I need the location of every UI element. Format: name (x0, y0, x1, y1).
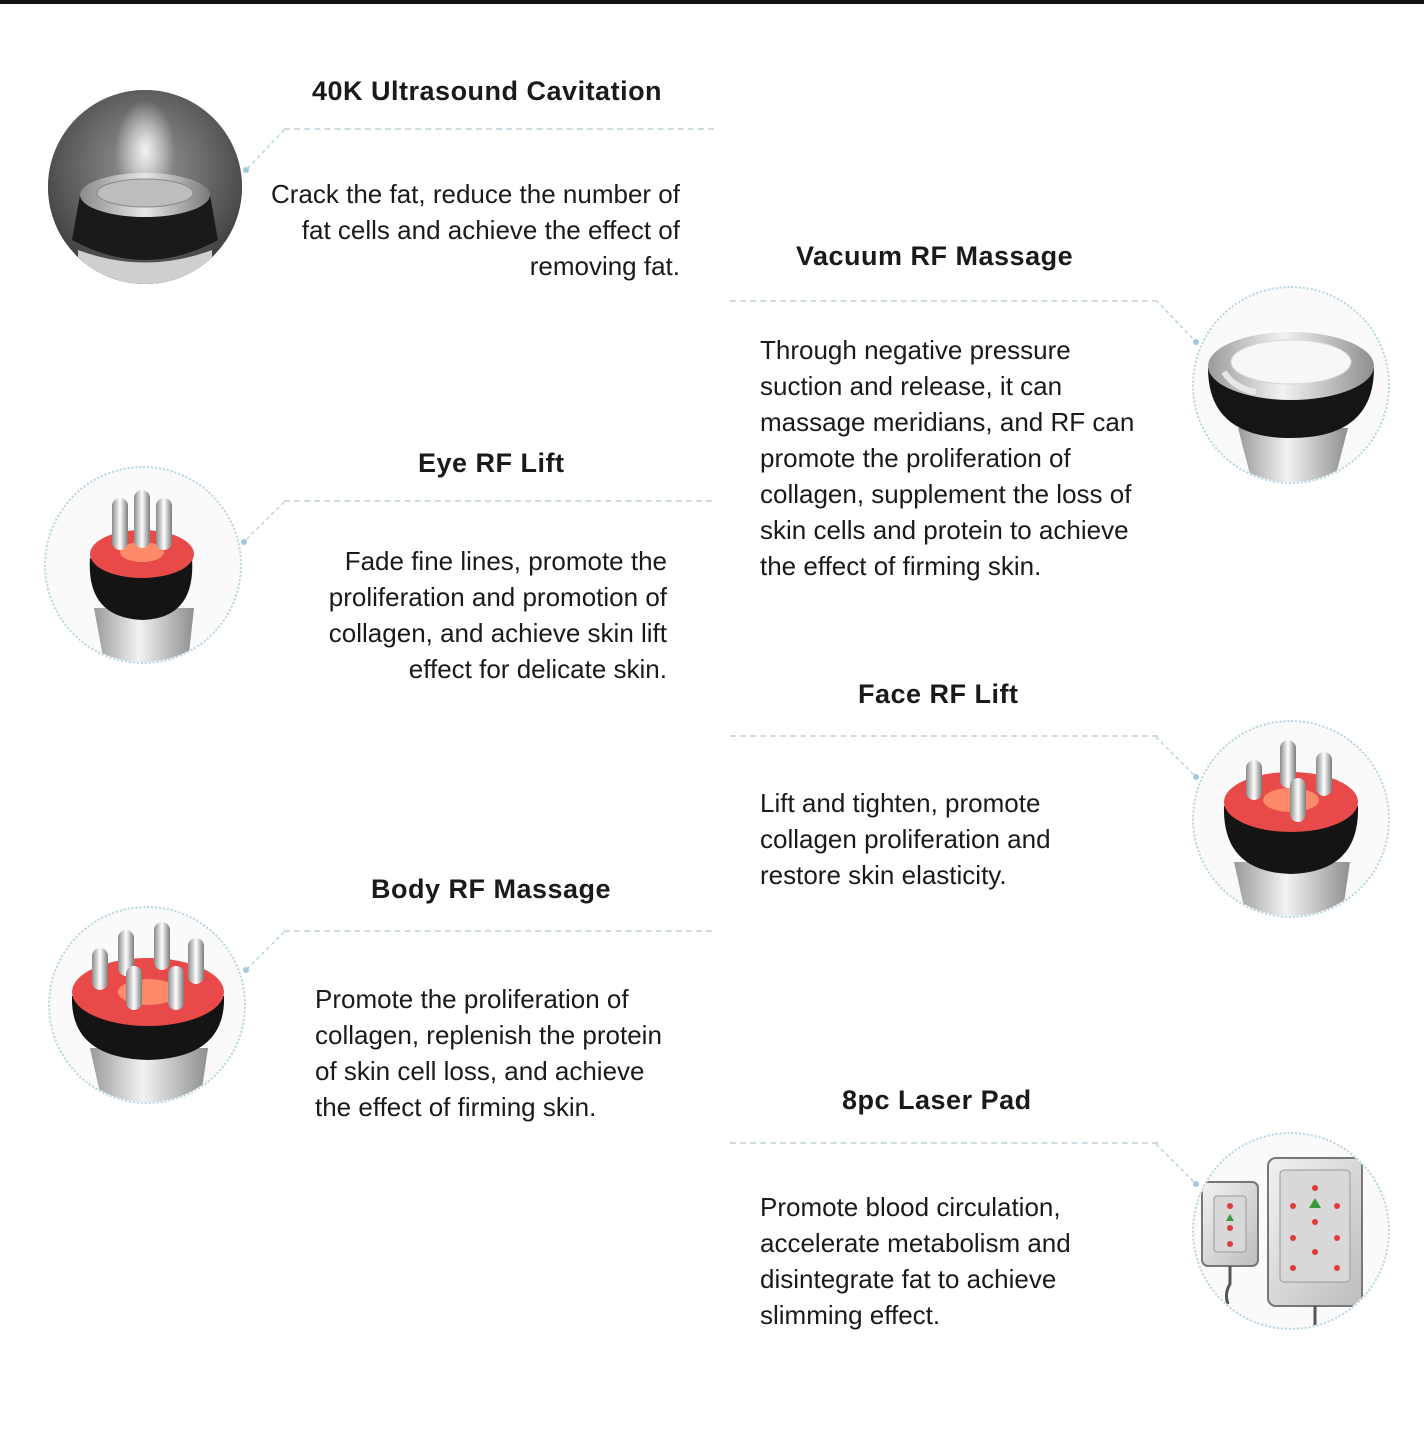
top-border (0, 0, 1424, 4)
divider (730, 1142, 1158, 1144)
feature-description: Lift and tighten, promote collagen proliferation and restore skin elasticity. (760, 788, 1051, 890)
laser-pad-icon (1192, 1132, 1390, 1330)
feature-description: Through negative pressure suction and release, it can massage meridians, and RF can promote the proliferation of collagen, supplement the loss of skin cells and protein to achieve the effect of firming skin. (760, 335, 1135, 581)
feature-description: Promote blood circulation, accelerate metabolism and disintegrate fat to achieve slimming effect. (760, 1192, 1071, 1330)
feature-title: Body RF Massage (371, 874, 612, 904)
feature-description: Crack the fat, reduce the number of fat cells and achieve the effect of removing fat. (271, 179, 680, 281)
face-rf-probe-icon (1192, 720, 1390, 918)
divider (730, 735, 1158, 737)
feature-description: Promote the proliferation of collagen, replenish the protein of skin cell loss, and achieve the effect of firming skin. (315, 984, 662, 1122)
feature-title: 40K Ultrasound Cavitation (312, 76, 663, 106)
body-rf-probe-icon (48, 906, 246, 1104)
feature-title: 8pc Laser Pad (842, 1085, 1032, 1115)
divider (284, 500, 712, 502)
eye-rf-probe-icon (44, 466, 242, 664)
divider (284, 930, 712, 932)
vacuum-probe-icon (1192, 286, 1390, 484)
divider (730, 300, 1158, 302)
feature-title: Vacuum RF Massage (796, 241, 1074, 271)
feature-title: Eye RF Lift (418, 448, 565, 478)
feature-title: Face RF Lift (858, 679, 1019, 709)
divider (284, 128, 714, 130)
feature-description: Fade fine lines, promote the proliferation and promotion of collagen, and achieve skin lift effect for delicate skin. (328, 546, 667, 684)
cavitation-probe-icon (48, 90, 242, 284)
